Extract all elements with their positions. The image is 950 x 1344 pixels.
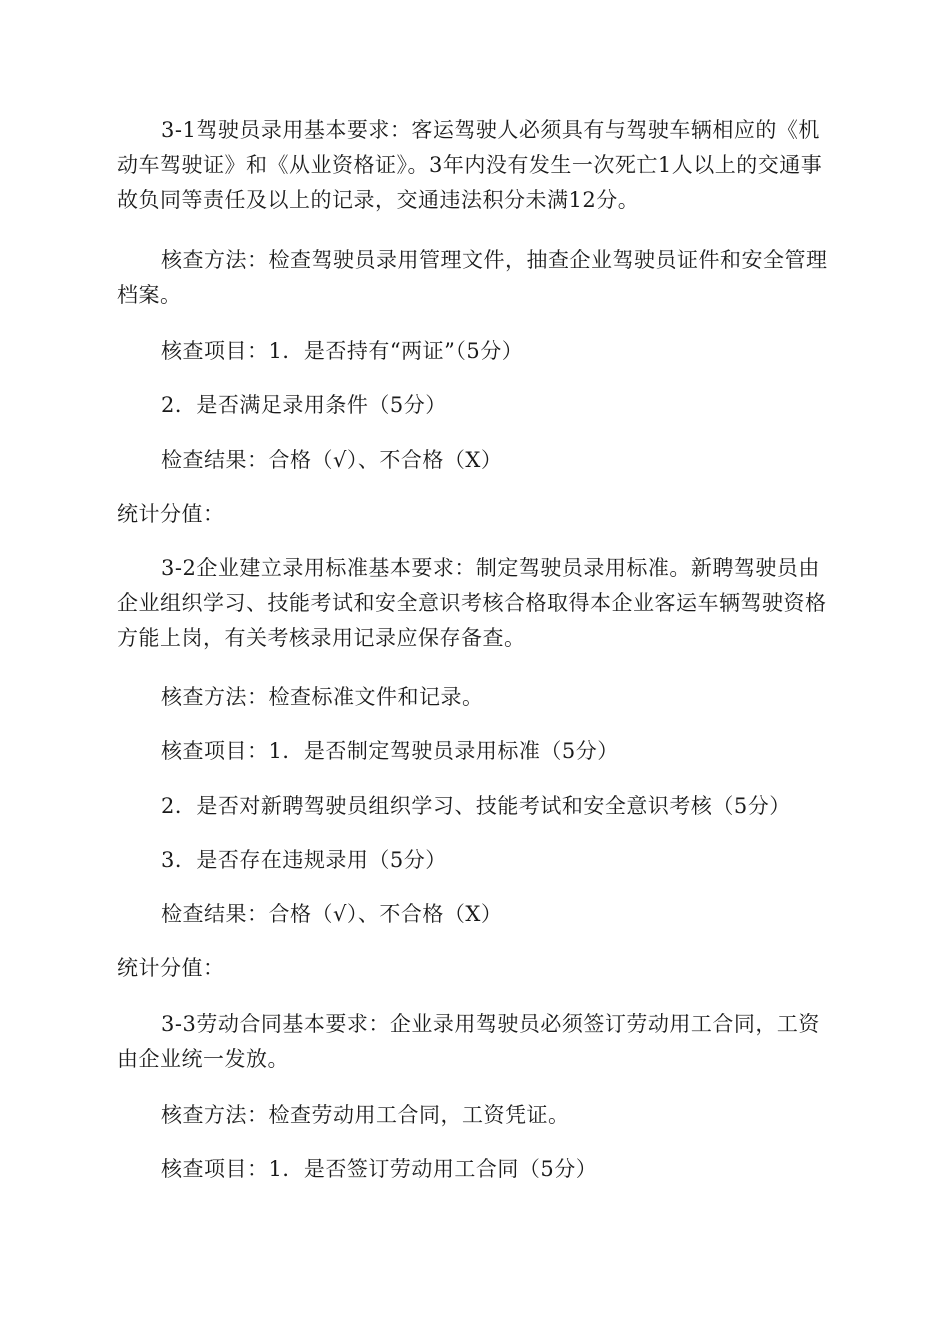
requirement-3-1: 3-1驾驶员录用基本要求：客运驾驶人必须具有与驾驶车辆相应的《机动车驾驶证》和《从业资格证》。3年内没有发生一次死亡1人以上的交通事故负同等责任及以上的记录，交通违法积分未满12分。 (117, 118, 823, 212)
score-3-2: 统计分值： (117, 956, 225, 980)
method-3-3: 核查方法：检查劳动用工合同，工资凭证。 (161, 1103, 570, 1127)
requirement-3-2: 3-2企业建立录用标准基本要求：制定驾驶员录用标准。新聘驾驶员由企业组织学习、技能考试和安全意识考核合格取得本企业客运车辆驾驶资格方能上岗，有关考核录用记录应保存备查。 (117, 556, 827, 650)
item-3-2-2: 2．是否对新聘驾驶员组织学习、技能考试和安全意识考核（5分） (161, 794, 791, 818)
score-3-1: 统计分值： (117, 502, 225, 526)
method-3-1: 核查方法：检查驾驶员录用管理文件，抽查企业驾驶员证件和安全管理档案。 (117, 248, 828, 307)
result-3-1: 检查结果：合格（√）、不合格（Χ） (161, 448, 503, 472)
item-3-1-2: 2．是否满足录用条件（5分） (161, 393, 447, 417)
item-3-2-3: 3．是否存在违规录用（5分） (161, 848, 447, 872)
result-3-2: 检查结果：合格（√）、不合格（Χ） (161, 902, 503, 926)
item-3-3-1: 核查项目：1．是否签订劳动用工合同（5分） (161, 1157, 598, 1181)
item-3-2-1: 核查项目：1．是否制定驾驶员录用标准（5分） (161, 739, 619, 763)
requirement-3-3: 3-3劳动合同基本要求：企业录用驾驶员必须签订劳动用工合同，工资由企业统一发放。 (117, 1012, 820, 1071)
item-3-1-1: 核查项目：1．是否持有“两证”（5分） (161, 339, 524, 363)
method-3-2: 核查方法：检查标准文件和记录。 (161, 685, 484, 709)
